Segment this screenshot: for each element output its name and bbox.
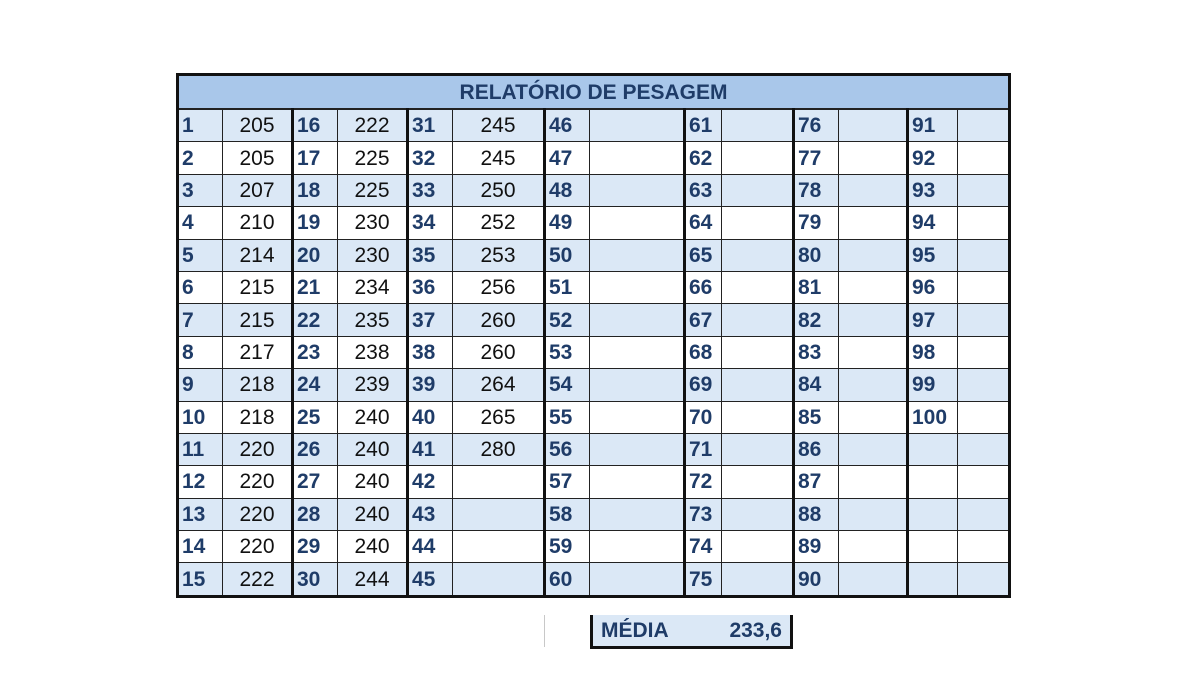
weight-value xyxy=(722,563,794,596)
average-label: MÉDIA xyxy=(601,618,669,642)
row-index: 64 xyxy=(685,207,722,239)
weight-value: 217 xyxy=(223,336,293,368)
weight-value: 205 xyxy=(223,109,293,142)
row-index xyxy=(908,498,958,530)
weight-value xyxy=(839,369,908,401)
row-index: 9 xyxy=(178,369,223,401)
table-row xyxy=(178,142,1010,174)
weight-value: 230 xyxy=(338,207,408,239)
weight-value xyxy=(590,207,685,239)
row-index: 6 xyxy=(178,271,223,303)
table-row xyxy=(178,369,1010,401)
row-index: 12 xyxy=(178,466,223,498)
weight-value xyxy=(722,174,794,206)
weight-value xyxy=(839,466,908,498)
weight-value xyxy=(722,369,794,401)
weight-value: 207 xyxy=(223,174,293,206)
row-index: 3 xyxy=(178,174,223,206)
divider xyxy=(544,615,545,647)
row-index: 94 xyxy=(908,207,958,239)
weight-value xyxy=(590,109,685,142)
weight-value: 253 xyxy=(453,239,545,271)
weight-value xyxy=(839,174,908,206)
row-index: 69 xyxy=(685,369,722,401)
row-index: 2 xyxy=(178,142,223,174)
weight-value xyxy=(839,109,908,142)
row-index: 58 xyxy=(545,498,590,530)
row-index: 79 xyxy=(794,207,839,239)
weight-value xyxy=(958,271,1010,303)
row-index: 60 xyxy=(545,563,590,596)
weight-value xyxy=(839,239,908,271)
weight-value: 220 xyxy=(223,498,293,530)
row-index: 59 xyxy=(545,531,590,563)
row-index xyxy=(908,433,958,465)
row-index: 45 xyxy=(408,563,453,596)
weight-value xyxy=(958,142,1010,174)
row-index: 13 xyxy=(178,498,223,530)
report-body xyxy=(178,109,1010,596)
row-index: 22 xyxy=(293,304,338,336)
row-index: 83 xyxy=(794,336,839,368)
weight-value xyxy=(958,239,1010,271)
weight-value: 240 xyxy=(338,531,408,563)
row-index: 35 xyxy=(408,239,453,271)
row-index: 85 xyxy=(794,401,839,433)
row-index: 96 xyxy=(908,271,958,303)
weight-value: 210 xyxy=(223,207,293,239)
weight-value xyxy=(590,401,685,433)
table-row xyxy=(178,466,1010,498)
row-index: 63 xyxy=(685,174,722,206)
row-index: 54 xyxy=(545,369,590,401)
weight-value: 234 xyxy=(338,271,408,303)
weight-value xyxy=(722,401,794,433)
weight-value xyxy=(958,174,1010,206)
weight-value xyxy=(958,433,1010,465)
row-index: 62 xyxy=(685,142,722,174)
row-index: 16 xyxy=(293,109,338,142)
row-index: 24 xyxy=(293,369,338,401)
row-index: 73 xyxy=(685,498,722,530)
weight-value: 235 xyxy=(338,304,408,336)
weight-value xyxy=(722,433,794,465)
weight-value: 205 xyxy=(223,142,293,174)
weight-value: 256 xyxy=(453,271,545,303)
weight-value: 238 xyxy=(338,336,408,368)
row-index: 7 xyxy=(178,304,223,336)
weight-value xyxy=(453,563,545,596)
weight-value: 240 xyxy=(338,466,408,498)
row-index: 52 xyxy=(545,304,590,336)
weight-value xyxy=(958,563,1010,596)
row-index: 51 xyxy=(545,271,590,303)
row-index: 49 xyxy=(545,207,590,239)
weight-value xyxy=(839,142,908,174)
row-index: 99 xyxy=(908,369,958,401)
table-row xyxy=(178,336,1010,368)
row-index: 87 xyxy=(794,466,839,498)
row-index: 68 xyxy=(685,336,722,368)
weight-value: 240 xyxy=(338,433,408,465)
table-row xyxy=(178,563,1010,596)
weight-value xyxy=(958,498,1010,530)
weight-value: 215 xyxy=(223,304,293,336)
table-row xyxy=(178,304,1010,336)
row-index: 67 xyxy=(685,304,722,336)
row-index: 44 xyxy=(408,531,453,563)
row-index: 82 xyxy=(794,304,839,336)
row-index: 71 xyxy=(685,433,722,465)
row-index: 80 xyxy=(794,239,839,271)
table-row xyxy=(178,207,1010,239)
weight-value: 244 xyxy=(338,563,408,596)
row-index: 8 xyxy=(178,336,223,368)
row-index: 56 xyxy=(545,433,590,465)
table-row xyxy=(178,174,1010,206)
weight-value xyxy=(590,142,685,174)
weight-value xyxy=(590,433,685,465)
row-index: 14 xyxy=(178,531,223,563)
row-index: 70 xyxy=(685,401,722,433)
weight-value: 245 xyxy=(453,109,545,142)
weight-value xyxy=(590,369,685,401)
row-index: 77 xyxy=(794,142,839,174)
table-row xyxy=(178,433,1010,465)
row-index: 91 xyxy=(908,109,958,142)
weight-value xyxy=(722,498,794,530)
row-index: 32 xyxy=(408,142,453,174)
weight-value: 260 xyxy=(453,304,545,336)
row-index: 20 xyxy=(293,239,338,271)
row-index: 26 xyxy=(293,433,338,465)
row-index: 90 xyxy=(794,563,839,596)
average-value: 233,6 xyxy=(729,618,782,642)
average-box xyxy=(590,615,793,649)
weight-value xyxy=(839,498,908,530)
weight-value xyxy=(453,466,545,498)
report-title: RELATÓRIO DE PESAGEM xyxy=(178,75,1010,110)
row-index: 18 xyxy=(293,174,338,206)
table-row xyxy=(178,498,1010,530)
table-row xyxy=(178,271,1010,303)
weight-value: 240 xyxy=(338,401,408,433)
row-index: 37 xyxy=(408,304,453,336)
weight-value xyxy=(590,498,685,530)
weight-value xyxy=(839,207,908,239)
table-row xyxy=(178,239,1010,271)
row-index: 92 xyxy=(908,142,958,174)
row-index: 46 xyxy=(545,109,590,142)
weight-value xyxy=(839,271,908,303)
weighing-report-table xyxy=(176,73,1011,598)
row-index: 66 xyxy=(685,271,722,303)
weight-value xyxy=(590,304,685,336)
row-index: 84 xyxy=(794,369,839,401)
row-index: 23 xyxy=(293,336,338,368)
weight-value xyxy=(839,563,908,596)
row-index: 81 xyxy=(794,271,839,303)
weight-value xyxy=(839,336,908,368)
weight-value xyxy=(958,369,1010,401)
weight-value: 220 xyxy=(223,433,293,465)
weight-value xyxy=(453,498,545,530)
weight-value xyxy=(722,466,794,498)
row-index: 86 xyxy=(794,433,839,465)
row-index: 33 xyxy=(408,174,453,206)
weight-value: 245 xyxy=(453,142,545,174)
row-index xyxy=(908,466,958,498)
row-index: 11 xyxy=(178,433,223,465)
row-index: 27 xyxy=(293,466,338,498)
weight-value: 225 xyxy=(338,174,408,206)
row-index: 72 xyxy=(685,466,722,498)
weight-value xyxy=(958,304,1010,336)
row-index: 28 xyxy=(293,498,338,530)
row-index: 76 xyxy=(794,109,839,142)
row-index: 89 xyxy=(794,531,839,563)
weight-value: 225 xyxy=(338,142,408,174)
weight-value: 240 xyxy=(338,498,408,530)
weight-value xyxy=(839,401,908,433)
row-index: 31 xyxy=(408,109,453,142)
table-row xyxy=(178,401,1010,433)
weight-value xyxy=(958,401,1010,433)
weight-value xyxy=(590,466,685,498)
row-index: 21 xyxy=(293,271,338,303)
weight-value: 218 xyxy=(223,369,293,401)
weight-value xyxy=(590,563,685,596)
row-index: 100 xyxy=(908,401,958,433)
table-row xyxy=(178,531,1010,563)
row-index: 95 xyxy=(908,239,958,271)
row-index: 1 xyxy=(178,109,223,142)
weight-value xyxy=(958,336,1010,368)
row-index: 97 xyxy=(908,304,958,336)
row-index: 88 xyxy=(794,498,839,530)
weight-value xyxy=(722,109,794,142)
row-index: 29 xyxy=(293,531,338,563)
weight-value: 215 xyxy=(223,271,293,303)
row-index: 75 xyxy=(685,563,722,596)
row-index: 43 xyxy=(408,498,453,530)
weight-value xyxy=(722,239,794,271)
row-index: 47 xyxy=(545,142,590,174)
row-index: 74 xyxy=(685,531,722,563)
weight-value: 220 xyxy=(223,466,293,498)
weight-value xyxy=(590,174,685,206)
row-index: 38 xyxy=(408,336,453,368)
weight-value: 250 xyxy=(453,174,545,206)
row-index: 50 xyxy=(545,239,590,271)
row-index: 39 xyxy=(408,369,453,401)
weight-value: 264 xyxy=(453,369,545,401)
row-index: 19 xyxy=(293,207,338,239)
weight-value xyxy=(722,531,794,563)
weight-value xyxy=(839,531,908,563)
row-index: 93 xyxy=(908,174,958,206)
weight-value: 230 xyxy=(338,239,408,271)
weight-value xyxy=(839,433,908,465)
row-index: 15 xyxy=(178,563,223,596)
weight-value xyxy=(722,336,794,368)
row-index: 98 xyxy=(908,336,958,368)
weight-value: 252 xyxy=(453,207,545,239)
weight-value: 222 xyxy=(338,109,408,142)
row-index: 42 xyxy=(408,466,453,498)
weight-value xyxy=(722,304,794,336)
weight-value xyxy=(722,271,794,303)
row-index: 78 xyxy=(794,174,839,206)
row-index: 65 xyxy=(685,239,722,271)
weight-value xyxy=(958,531,1010,563)
weight-value xyxy=(958,109,1010,142)
weight-value xyxy=(590,531,685,563)
row-index: 25 xyxy=(293,401,338,433)
row-index: 40 xyxy=(408,401,453,433)
row-index: 5 xyxy=(178,239,223,271)
row-index: 4 xyxy=(178,207,223,239)
weight-value xyxy=(590,271,685,303)
row-index: 10 xyxy=(178,401,223,433)
row-index: 61 xyxy=(685,109,722,142)
row-index: 57 xyxy=(545,466,590,498)
row-index xyxy=(908,531,958,563)
weight-value: 239 xyxy=(338,369,408,401)
row-index: 55 xyxy=(545,401,590,433)
weight-value: 280 xyxy=(453,433,545,465)
weight-value: 218 xyxy=(223,401,293,433)
row-index: 34 xyxy=(408,207,453,239)
weight-value xyxy=(958,207,1010,239)
row-index: 17 xyxy=(293,142,338,174)
row-index: 30 xyxy=(293,563,338,596)
weight-value: 222 xyxy=(223,563,293,596)
weight-value xyxy=(590,336,685,368)
row-index: 48 xyxy=(545,174,590,206)
row-index xyxy=(908,563,958,596)
weight-value: 220 xyxy=(223,531,293,563)
weight-value: 214 xyxy=(223,239,293,271)
weight-value xyxy=(958,466,1010,498)
row-index: 53 xyxy=(545,336,590,368)
weight-value xyxy=(453,531,545,563)
row-index: 36 xyxy=(408,271,453,303)
weight-value: 260 xyxy=(453,336,545,368)
table-row xyxy=(178,109,1010,142)
weight-value xyxy=(722,142,794,174)
weight-value xyxy=(590,239,685,271)
row-index: 41 xyxy=(408,433,453,465)
weight-value: 265 xyxy=(453,401,545,433)
weight-value xyxy=(839,304,908,336)
weight-value xyxy=(722,207,794,239)
